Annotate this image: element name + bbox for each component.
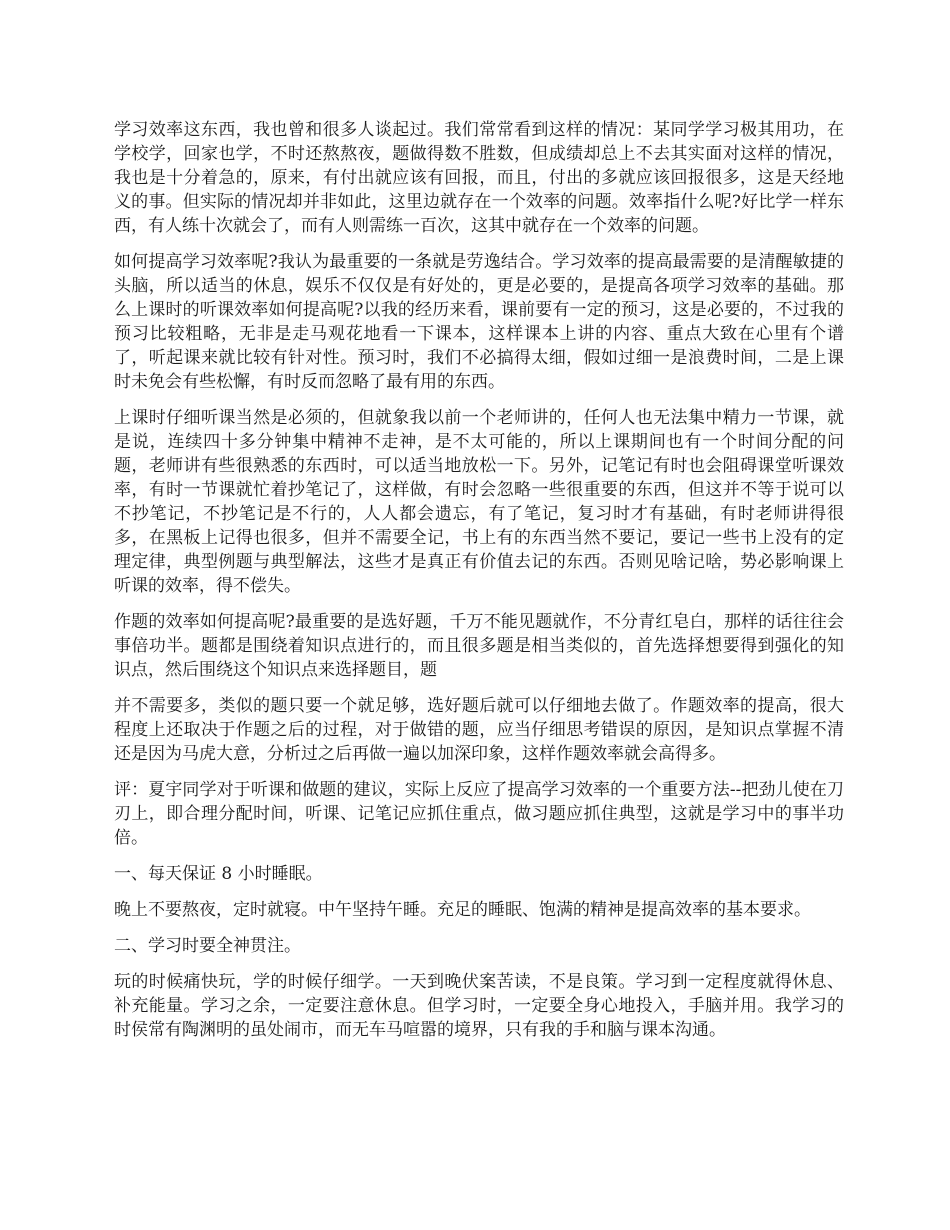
paragraph-focus: 玩的时候痛快玩，学的时候仔细学。一天到晚伏案苦读，不是良策。学习到一定程度就得休息、补充能量。学习之余，一定要注意休息。但学习时，一定要全身心地投入，手脑并用。我学习的时侯常有陶渊明的虽处闹市，而无车马喧嚣的境界，只有我的手和脑与课本沟通。 [114, 972, 844, 1040]
heading-focus: 二、学习时要全神贯注。 [114, 936, 301, 956]
paragraph-class-listening: 上课时仔细听课当然是必须的，但就象我以前一个老师讲的，任何人也无法集中精力一节课，就是说，连续四十多分钟集中精神不走神，是不太可能的，所以上课期间也有一个时间分配的问题，老师讲有些很熟悉的东西时，可以适当地放松一下。另外，记笔记有时也会阻碍课堂听课效率，有时一节课就忙着抄笔记了，这样做，有时会忽略一些很重要的东西，但这并不等于说可以不抄笔记，不抄笔记是不行的，人人都会遗忘，有了笔记，复习时才有基础，有时老师讲得很多，在黑板上记得也很多，但并不需要全记，书上有的东西当然不要记，要记一些书上没有的定理定律，典型例题与典型解法，这些才是真正有价值去记的东西。否则见啥记啥，势必影响课上听课的效率，得不偿失。 [114, 408, 844, 596]
document-body [114, 118, 844, 1054]
paragraph-exercise-efficiency: 作题的效率如何提高呢?最重要的是选好题，千万不能见题就作，不分青红皂白，那样的话往往会事倍功半。题都是围绕着知识点进行的，而且很多题是相当类似的，首先选择想要得到强化的知识点，然后围绕这个知识点来选择题目，题 [114, 612, 844, 680]
paragraph-intro: 学习效率这东西，我也曾和很多人谈起过。我们常常看到这样的情况：某同学学习极其用功，在学校学，回家也学，不时还熬熬夜，题做得数不胜数，但成绩却总上不去其实面对这样的情况，我也是十分着急的，原来，有付出就应该有回报，而且，付出的多就应该回报很多，这是天经地义的事。但实际的情况却并非如此，这里边就存在一个效率的问题。效率指什么呢?好比学一样东西，有人练十次就会了，而有人则需练一百次，这其中就存在一个效率的问题。 [114, 120, 844, 236]
heading-sleep: 一、每天保证 8 小时睡眠。 [114, 864, 323, 884]
paragraph-sleep: 晚上不要熬夜，定时就寝。中午坚持午睡。充足的睡眠、饱满的精神是提高效率的基本要求。 [114, 900, 811, 920]
paragraph-rest-balance: 如何提高学习效率呢?我认为最重要的一条就是劳逸结合。学习效率的提高最需要的是清醒敏捷的头脑，所以适当的休息，娱乐不仅仅是有好处的，更是必要的，是提高各项学习效率的基础。那么上课时的听课效率如何提高呢?以我的经历来看，课前要有一定的预习，这是必要的，不过我的预习比较粗略，无非是走马观花地看一下课本，这样课本上讲的内容、重点大致在心里有个谱了，听起课来就比较有针对性。预习时，我们不必搞得太细，假如过细一是浪费时间，二是上课时未免会有些松懈，有时反而忽略了最有用的东西。 [114, 252, 844, 392]
paragraph-exercise-continued: 并不需要多，类似的题只要一个就足够，选好题后就可以仔细地去做了。作题效率的提高，很大程度上还取决于作题之后的过程，对于做错的题，应当仔细思考错误的原因，是知识点掌握不清还是因为马虎大意，分析过之后再做一遍以加深印象，这样作题效率就会高得多。 [114, 696, 844, 764]
paragraph-comment: 评：夏宇同学对于听课和做题的建议，实际上反应了提高学习效率的一个重要方法--把劲儿使在刀刃上，即合理分配时间，听课、记笔记应抓住重点，做习题应抓住典型，这就是学习中的事半功倍。 [114, 780, 844, 848]
